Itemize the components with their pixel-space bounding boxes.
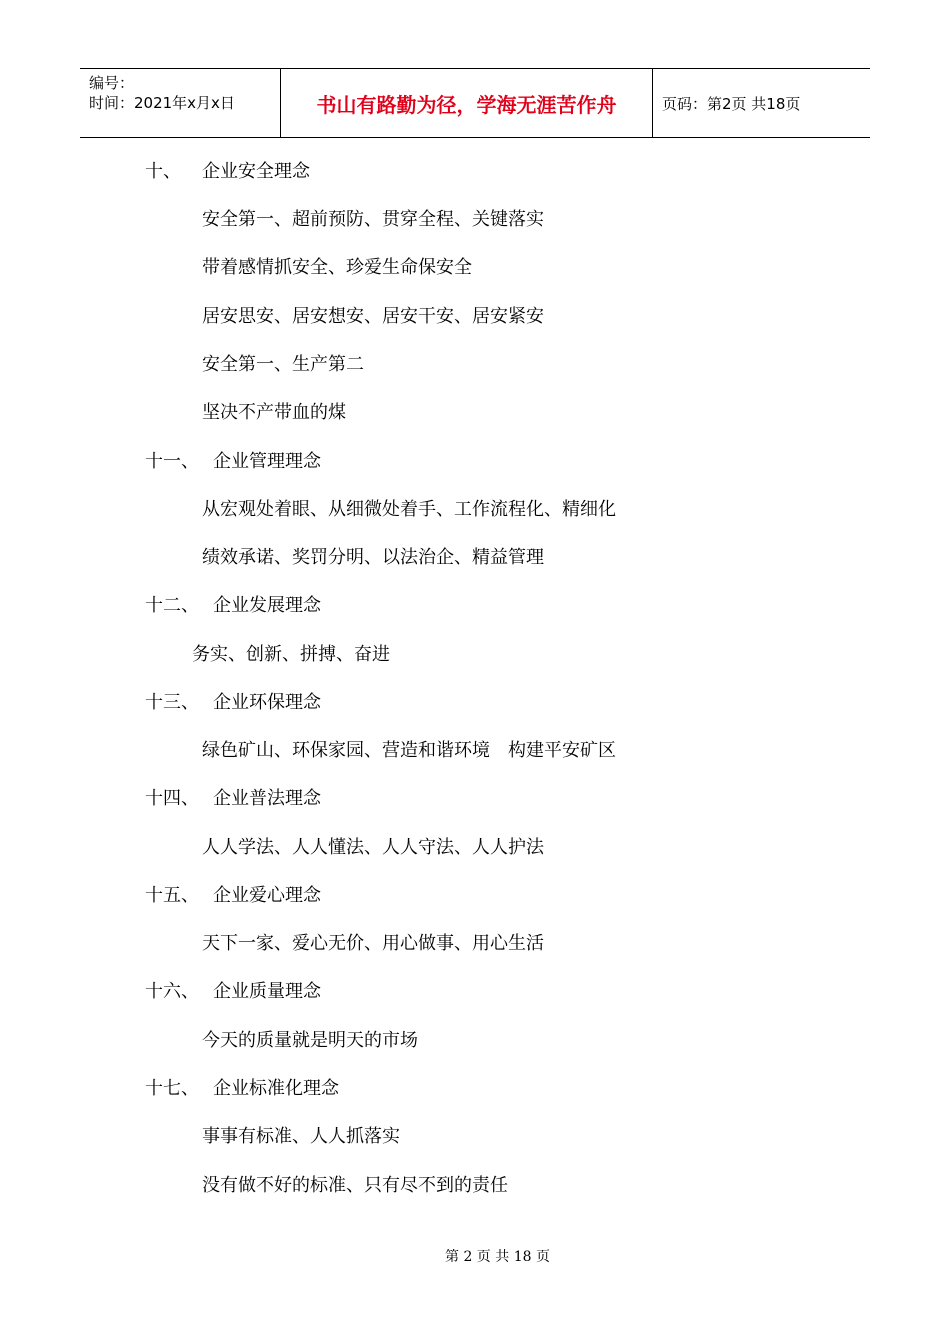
list-item: 今天的质量就是明天的市场 xyxy=(202,1030,418,1051)
section-number: 十七、 xyxy=(145,1078,199,1099)
list-item: 居安思安、居安想安、居安干安、居安紧安 xyxy=(202,306,544,327)
list-item: 天下一家、爱心无价、用心做事、用心生活 xyxy=(202,933,544,954)
section-title: 企业管理理念 xyxy=(213,451,321,472)
list-item: 绿色矿山、环保家园、营造和谐环境 构建平安矿区 xyxy=(202,740,616,761)
list-item: 安全第一、超前预防、贯穿全程、关键落实 xyxy=(202,209,544,230)
section-title: 企业爱心理念 xyxy=(213,885,321,906)
date-label: 时间：2021年x月x日 xyxy=(89,94,235,112)
section-title: 企业发展理念 xyxy=(213,595,321,616)
section-number: 十五、 xyxy=(145,885,199,906)
header-motto: 书山有路勤为径，学海无涯苦作舟 xyxy=(281,69,653,137)
section-title: 企业环保理念 xyxy=(213,692,321,713)
list-item: 事事有标准、人人抓落实 xyxy=(202,1126,400,1147)
section-number: 十二、 xyxy=(145,595,199,616)
section-number: 十三、 xyxy=(145,692,199,713)
list-item: 从宏观处着眼、从细微处着手、工作流程化、精细化 xyxy=(202,499,616,520)
header-page-info: 页码：第2页 共18页 xyxy=(662,94,801,113)
list-item: 绩效承诺、奖罚分明、以法治企、精益管理 xyxy=(202,547,544,568)
section-number: 十、 xyxy=(145,161,181,182)
list-item: 务实、创新、拼搏、奋进 xyxy=(192,644,390,665)
section-number: 十六、 xyxy=(145,981,199,1002)
section-number: 十一、 xyxy=(145,451,199,472)
section-title: 企业普法理念 xyxy=(213,788,321,809)
list-item: 带着感情抓安全、珍爱生命保安全 xyxy=(202,257,472,278)
section-title: 企业安全理念 xyxy=(202,161,310,182)
section-title: 企业标准化理念 xyxy=(213,1078,339,1099)
section-number: 十四、 xyxy=(145,788,199,809)
list-item: 坚决不产带血的煤 xyxy=(202,402,346,423)
section-title: 企业质量理念 xyxy=(213,981,321,1002)
list-item: 安全第一、生产第二 xyxy=(202,354,364,375)
list-item: 没有做不好的标准、只有尽不到的责任 xyxy=(202,1175,508,1196)
number-label: 编号： xyxy=(89,74,135,92)
page-footer: 第 2 页 共 18 页 xyxy=(445,1249,550,1265)
list-item: 人人学法、人人懂法、人人守法、人人护法 xyxy=(202,837,544,858)
